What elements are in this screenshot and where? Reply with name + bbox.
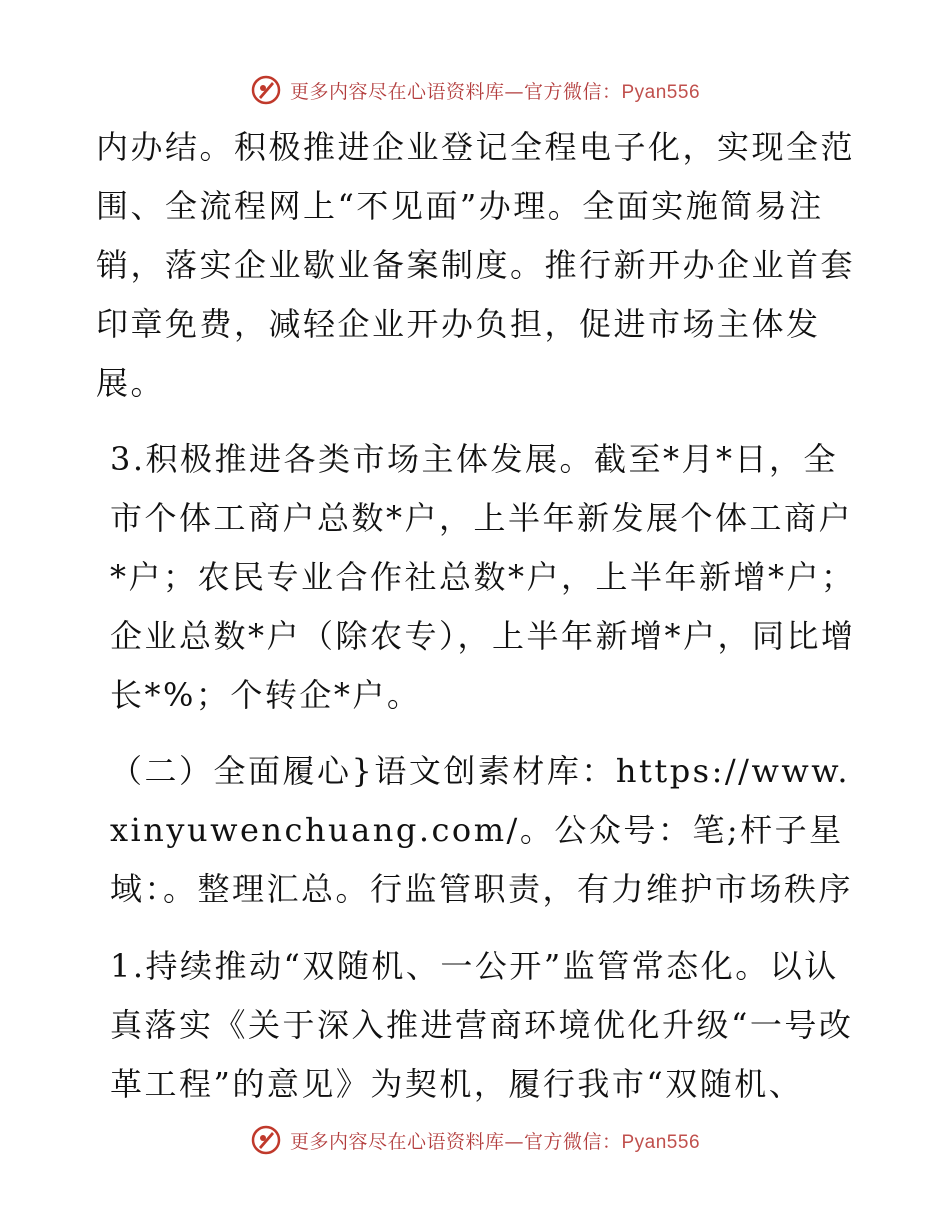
header-watermark [0, 70, 950, 110]
paragraph-section-heading: （二）全面履心}语文创素材库：https://www.xinyuwenchuang.com/。公众号：笔;杆子星域：。整理汇总。行监管职责，有力维护市场秩序 [110, 752, 854, 908]
document-body [96, 118, 856, 1114]
quill-seal-logo-icon [250, 74, 282, 106]
paragraph-market-entities: 3.积极推进各类市场主体发展。截至*月*日，全市个体工商户总数*户，上半年新发展个体工商户*户；农民专业合作社总数*户，上半年新增*户；企业总数*户（除农专），上半年新增*户，同比增长*%；个转企*户。 [110, 440, 856, 714]
watermark-text: 更多内容尽在心语资料库—官方微信：Pyan556 [289, 80, 701, 103]
quill-seal-logo-icon [250, 1124, 282, 1156]
footer-watermark [0, 1120, 950, 1160]
paragraph-registration: 内办结。积极推进企业登记全程电子化，实现全范围、全流程网上“不见面”办理。全面实施简易注销，落实企业歇业备案制度。推行新开办企业首套印章免费，减轻企业开办负担，促进市场主体发展。 [96, 128, 856, 402]
watermark-text: 更多内容尽在心语资料库—官方微信：Pyan556 [289, 1130, 701, 1153]
paragraph-supervision: 1.持续推动“双随机、一公开”监管常态化。以认真落实《关于深入推进营商环境优化升级“一号改革工程”的意见》为契机，履行我市“双随机、 [110, 947, 854, 1103]
